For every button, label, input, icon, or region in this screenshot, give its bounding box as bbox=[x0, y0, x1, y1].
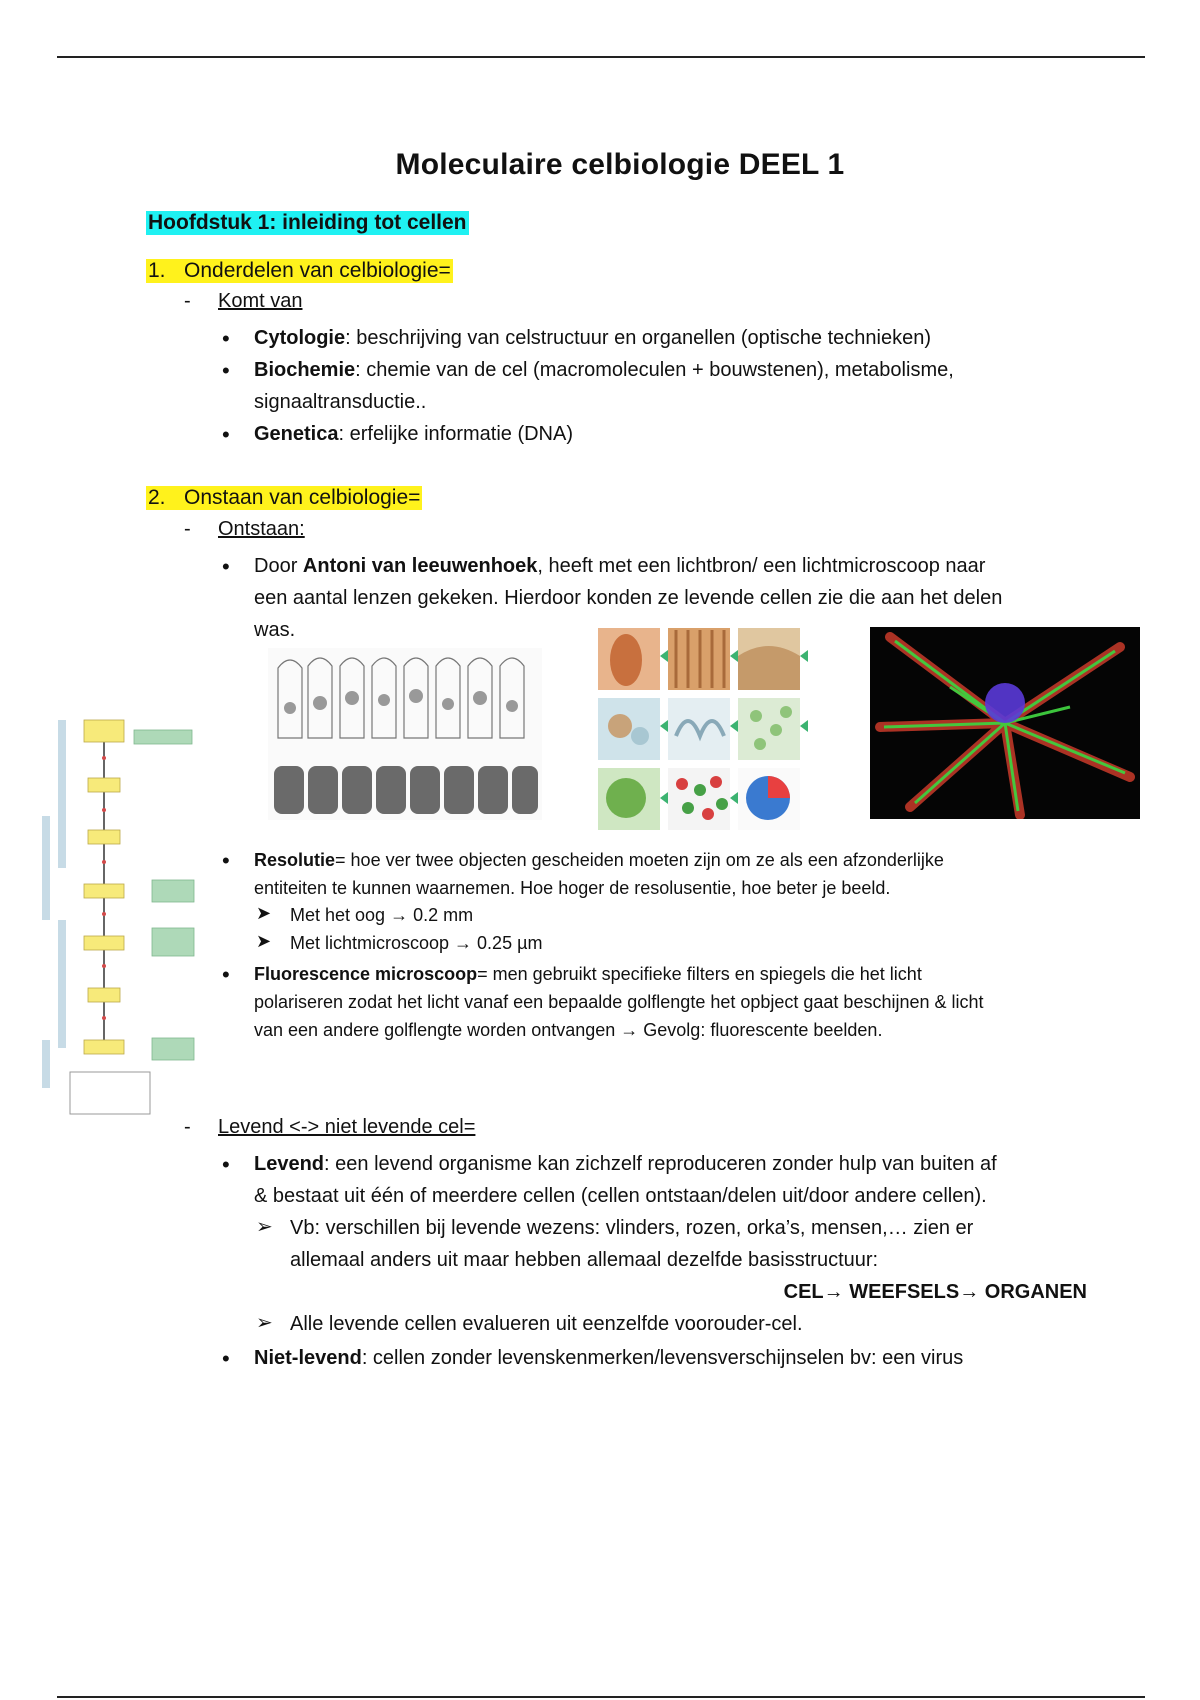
section-2-number: 2. bbox=[148, 486, 166, 509]
list-item-leeuwenhoek: Door Antoni van leeuwenhoek, heeft met een lichtbron/ een lichtmicroscoop naar een aantal lenzen gekeken. Hierdoor konden ze levende cellen zie die aan het delen was. bbox=[254, 555, 1003, 641]
section-1-subheading: - Komt van bbox=[184, 290, 303, 312]
fluorescent-cell-figure bbox=[870, 627, 1140, 819]
cell-division-figure bbox=[268, 648, 542, 820]
list-item-genetica: Genetica: erfelijke informatie (DNA) bbox=[254, 423, 573, 445]
dash-marker: - bbox=[184, 1116, 191, 1138]
footer-rule bbox=[57, 1696, 1145, 1698]
arrow-bullet-icon: ➢ bbox=[256, 1216, 273, 1238]
zoom-levels-figure bbox=[596, 626, 808, 832]
levend-subheading: - Levend <-> niet levende cel= bbox=[184, 1116, 476, 1138]
list-item-levend: Levend: een levend organisme kan zichzelf reproduceren zonder hulp van buiten af & bestaat uit één of meerdere cellen (cellen ontstaan/delen uit/door andere cellen). bbox=[254, 1153, 997, 1207]
scale-chart-figure bbox=[40, 710, 200, 1120]
header-rule bbox=[57, 56, 1145, 58]
page-title: Moleculaire celbiologie DEEL 1 bbox=[395, 148, 845, 181]
bullet-marker: • bbox=[222, 1152, 230, 1177]
bullet-marker: • bbox=[222, 422, 230, 447]
section-2-label: Onstaan van celbiologie= bbox=[184, 486, 421, 509]
dash-marker: - bbox=[184, 290, 191, 312]
arrow-bullet-icon: ➢ bbox=[256, 1312, 273, 1334]
list-item-cytologie: Cytologie: beschrijving van celstructuur en organellen (optische technieken) bbox=[254, 327, 932, 349]
bullet-marker: • bbox=[222, 962, 230, 987]
section-2-heading bbox=[146, 486, 422, 510]
list-item-fluorescence: Fluorescence microscoop= men gebruikt specifieke filters en spiegels die het licht polariseren zodat het licht vanaf een bepaalde golflengte het opbject gaat beschijnen & licht van een andere golflengte worden ontvangen → Gevolg: fluorescente beelden. bbox=[254, 964, 984, 1040]
arrow-bullet-icon: ➤ bbox=[256, 931, 272, 951]
section-1-heading bbox=[146, 259, 453, 283]
arrow-bullet-icon: ➤ bbox=[256, 903, 272, 923]
list-item-niet-levend: Niet-levend: cellen zonder levenskenmerken/levensverschijnselen bv: een virus bbox=[254, 1347, 964, 1369]
sub-item-voorouder: Alle levende cellen evalueren uit eenzelfde voorouder-cel. bbox=[290, 1313, 803, 1335]
section-2-subheading: - Ontstaan: bbox=[184, 518, 305, 540]
hierarchy-chain: CEL→ WEEFSELS→ ORGANEN bbox=[783, 1281, 1087, 1303]
section-1-label: Onderdelen van celbiologie= bbox=[184, 259, 451, 282]
sub-item-voorbeeld: Vb: verschillen bij levende wezens: vlinders, rozen, orka’s, mensen,… zien er allemaal anders uit maar hebben allemaal dezelfde basisstructuur: bbox=[290, 1217, 974, 1271]
sub-item-oog: Met het oog → 0.2 mm bbox=[290, 905, 474, 925]
dash-marker: - bbox=[184, 518, 191, 540]
sub-item-lichtmicroscoop: Met lichtmicroscoop → 0.25 µm bbox=[290, 933, 543, 953]
section-1-number: 1. bbox=[148, 259, 166, 282]
bullet-marker: • bbox=[222, 358, 230, 383]
list-item-resolutie: Resolutie= hoe ver twee objecten gescheiden moeten zijn om ze als een afzonderlijke entiteiten te kunnen waarnemen. Hoe hoger de resolusentie, hoe beter je beeld. bbox=[254, 850, 944, 898]
bullet-marker: • bbox=[222, 848, 230, 873]
bullet-marker: • bbox=[222, 1346, 230, 1371]
list-item-biochemie: Biochemie: chemie van de cel (macromoleculen + bouwstenen), metabolisme, signaaltransductie.. bbox=[254, 359, 954, 413]
chapter-heading: Hoofdstuk 1: inleiding tot cellen bbox=[148, 211, 467, 234]
bullet-marker: • bbox=[222, 326, 230, 351]
bullet-marker: • bbox=[222, 554, 230, 579]
